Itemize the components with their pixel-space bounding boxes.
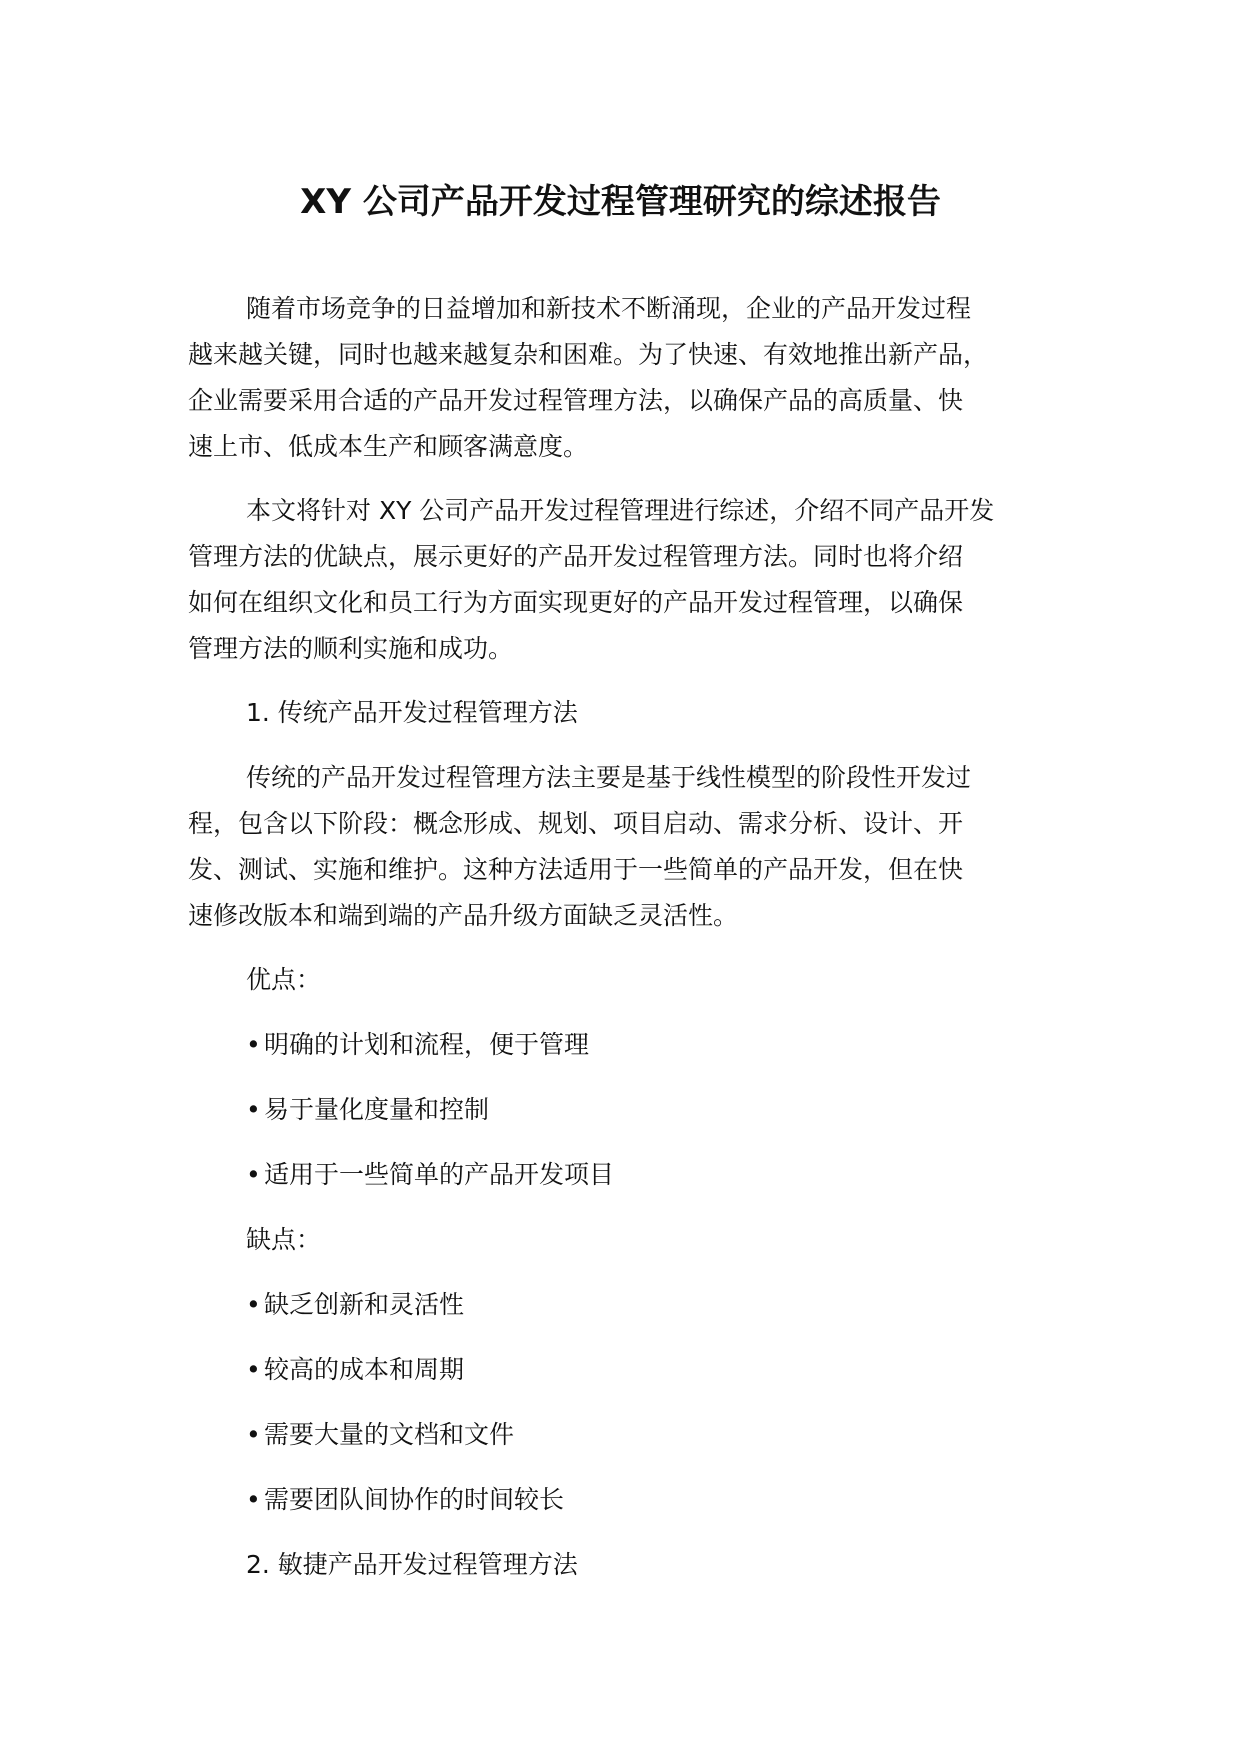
text-line: 本文将针对 XY 公司产品开发过程管理进行综述，介绍不同产品开发 (246, 496, 995, 525)
pros-list (188, 1022, 1068, 1198)
list-item (188, 1022, 1068, 1068)
text-line: 速上市、低成本生产和顾客满意度。 (188, 432, 589, 461)
intro-paragraph-2 (188, 488, 1068, 672)
list-item-text: 需要团队间协作的时间较长 (264, 1485, 565, 1514)
text-line: 管理方法的顺利实施和成功。 (188, 634, 514, 663)
pros-label: 优点： (246, 965, 322, 994)
list-item (188, 1282, 1068, 1328)
text-line: 随着市场竞争的日益增加和新技术不断涌现，企业的产品开发过程 (246, 294, 972, 323)
document-body (188, 286, 1068, 1607)
list-item (188, 1412, 1068, 1458)
bullet-icon: • (246, 1420, 261, 1449)
text-line: 越来越关键，同时也越来越复杂和困难。为了快速、有效地推出新产品， (188, 340, 989, 369)
text-line: 发、测试、实施和维护。这种方法适用于一些简单的产品开发，但在快 (188, 855, 964, 884)
text-line: 传统的产品开发过程管理方法主要是基于线性模型的阶段性开发过 (246, 763, 972, 792)
bullet-icon: • (246, 1160, 261, 1189)
list-item-text: 缺乏创新和灵活性 (264, 1290, 465, 1319)
bullet-icon: • (246, 1095, 261, 1124)
list-item-text: 适用于一些简单的产品开发项目 (264, 1160, 615, 1189)
list-item-text: 需要大量的文档和文件 (264, 1420, 515, 1449)
text-line: 管理方法的优缺点，展示更好的产品开发过程管理方法。同时也将介绍 (188, 542, 964, 571)
list-item (188, 1087, 1068, 1133)
bullet-icon: • (246, 1355, 261, 1384)
text-line: 如何在组织文化和员工行为方面实现更好的产品开发过程管理，以确保 (188, 588, 964, 617)
list-item-text: 易于量化度量和控制 (264, 1095, 490, 1124)
text-line: 程，包含以下阶段：概念形成、规划、项目启动、需求分析、设计、开 (188, 809, 964, 838)
text-line: 企业需要采用合适的产品开发过程管理方法，以确保产品的高质量、快 (188, 386, 964, 415)
section-1-heading: 1. 传统产品开发过程管理方法 (246, 698, 578, 727)
intro-paragraph-1 (188, 286, 1068, 470)
bullet-icon: • (246, 1290, 261, 1319)
list-item (188, 1347, 1068, 1393)
list-item (188, 1477, 1068, 1523)
list-item-text: 明确的计划和流程，便于管理 (264, 1030, 590, 1059)
cons-label: 缺点： (246, 1225, 322, 1254)
section-1-paragraph (188, 755, 1068, 939)
bullet-icon: • (246, 1030, 261, 1059)
section-2-heading: 2. 敏捷产品开发过程管理方法 (246, 1550, 578, 1579)
cons-list (188, 1282, 1068, 1523)
list-item-text: 较高的成本和周期 (264, 1355, 465, 1384)
list-item (188, 1152, 1068, 1198)
document-title: XY 公司产品开发过程管理研究的综述报告 (300, 182, 941, 222)
text-line: 速修改版本和端到端的产品升级方面缺乏灵活性。 (188, 901, 739, 930)
bullet-icon: • (246, 1485, 261, 1514)
